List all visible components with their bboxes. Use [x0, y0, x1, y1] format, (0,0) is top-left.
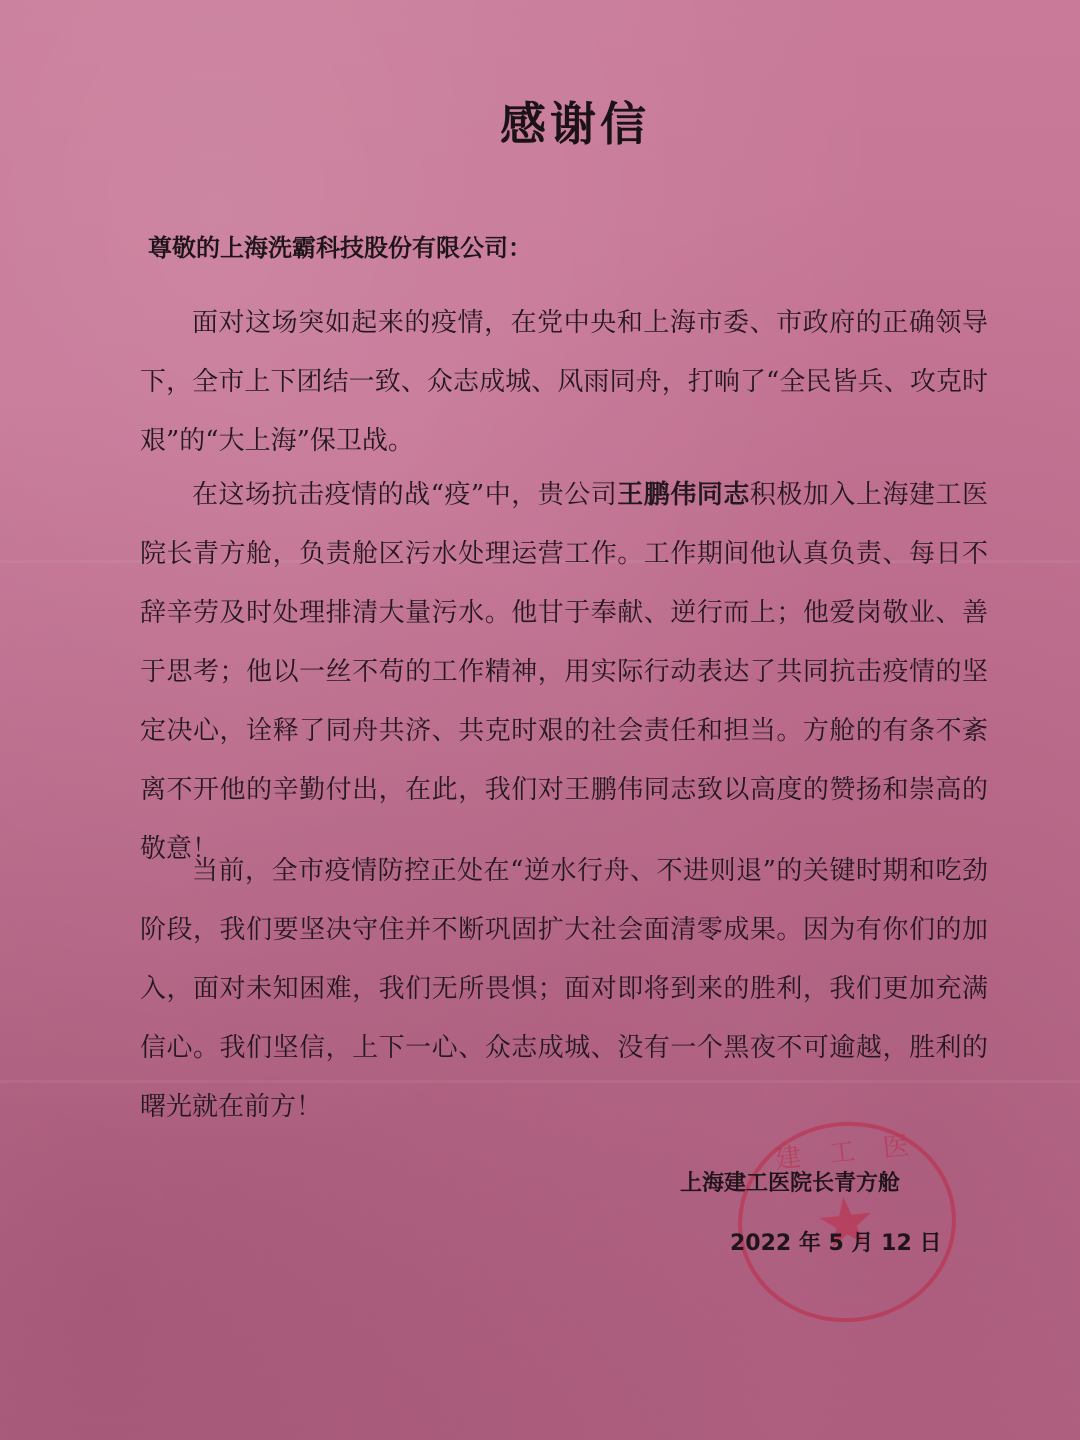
letter-paragraph-3: 当前，全市疫情防控正处在“逆水行舟、不进则退”的关键时期和吃劲阶段，我们要坚决守住并不断巩固扩大社会面清零成果。因为有你们的加入，面对未知困难，我们无所畏惧；面对即将到来的胜利，我们更加充满信心。我们坚信，上下一心、众志成城、没有一个黑夜不可逾越，胜利的曙光就在前方！	[140, 856, 988, 1122]
letter-paragraph-2	[140, 466, 988, 879]
honoree-name: 王鹏伟同志	[617, 480, 750, 510]
seal-text: 建 工 医	[773, 1130, 921, 1176]
letter-title: 感谢信	[500, 97, 650, 151]
letter-salutation: 尊敬的上海洗霸科技股份有限公司：	[148, 234, 532, 262]
official-seal	[728, 1111, 966, 1333]
paragraph-2-body: 积极加入上海建工医院长青方舱，负责舱区污水处理运营工作。工作期间他认真负责、每日不辞辛劳及时处理排清大量污水。他甘于奉献、逆行而上；他爱岗敬业、善于思考；他以一丝不苟的工作精神，用实际行动表达了共同抗击疫情的坚定决心，诠释了同舟共济、共克时艰的社会责任和担当。方舱的有条不紊离不开他的辛勤付出，在此，我们对王鹏伟同志致以高度的赞扬和崇高的敬意！	[140, 480, 988, 864]
letter-paragraph-1: 面对这场突如起来的疫情，在党中央和上海市委、市政府的正确领导下，全市上下团结一致、众志成城、风雨同舟，打响了“全民皆兵、攻克时艰”的“大上海”保卫战。	[140, 308, 988, 456]
paragraph-2-intro: 在这场抗击疫情的战“疫”中，贵公司	[192, 480, 618, 510]
letter-signature: 上海建工医院长青方舱	[680, 1171, 901, 1196]
letter-date: 2022 年 5 月 12 日	[730, 1231, 942, 1256]
